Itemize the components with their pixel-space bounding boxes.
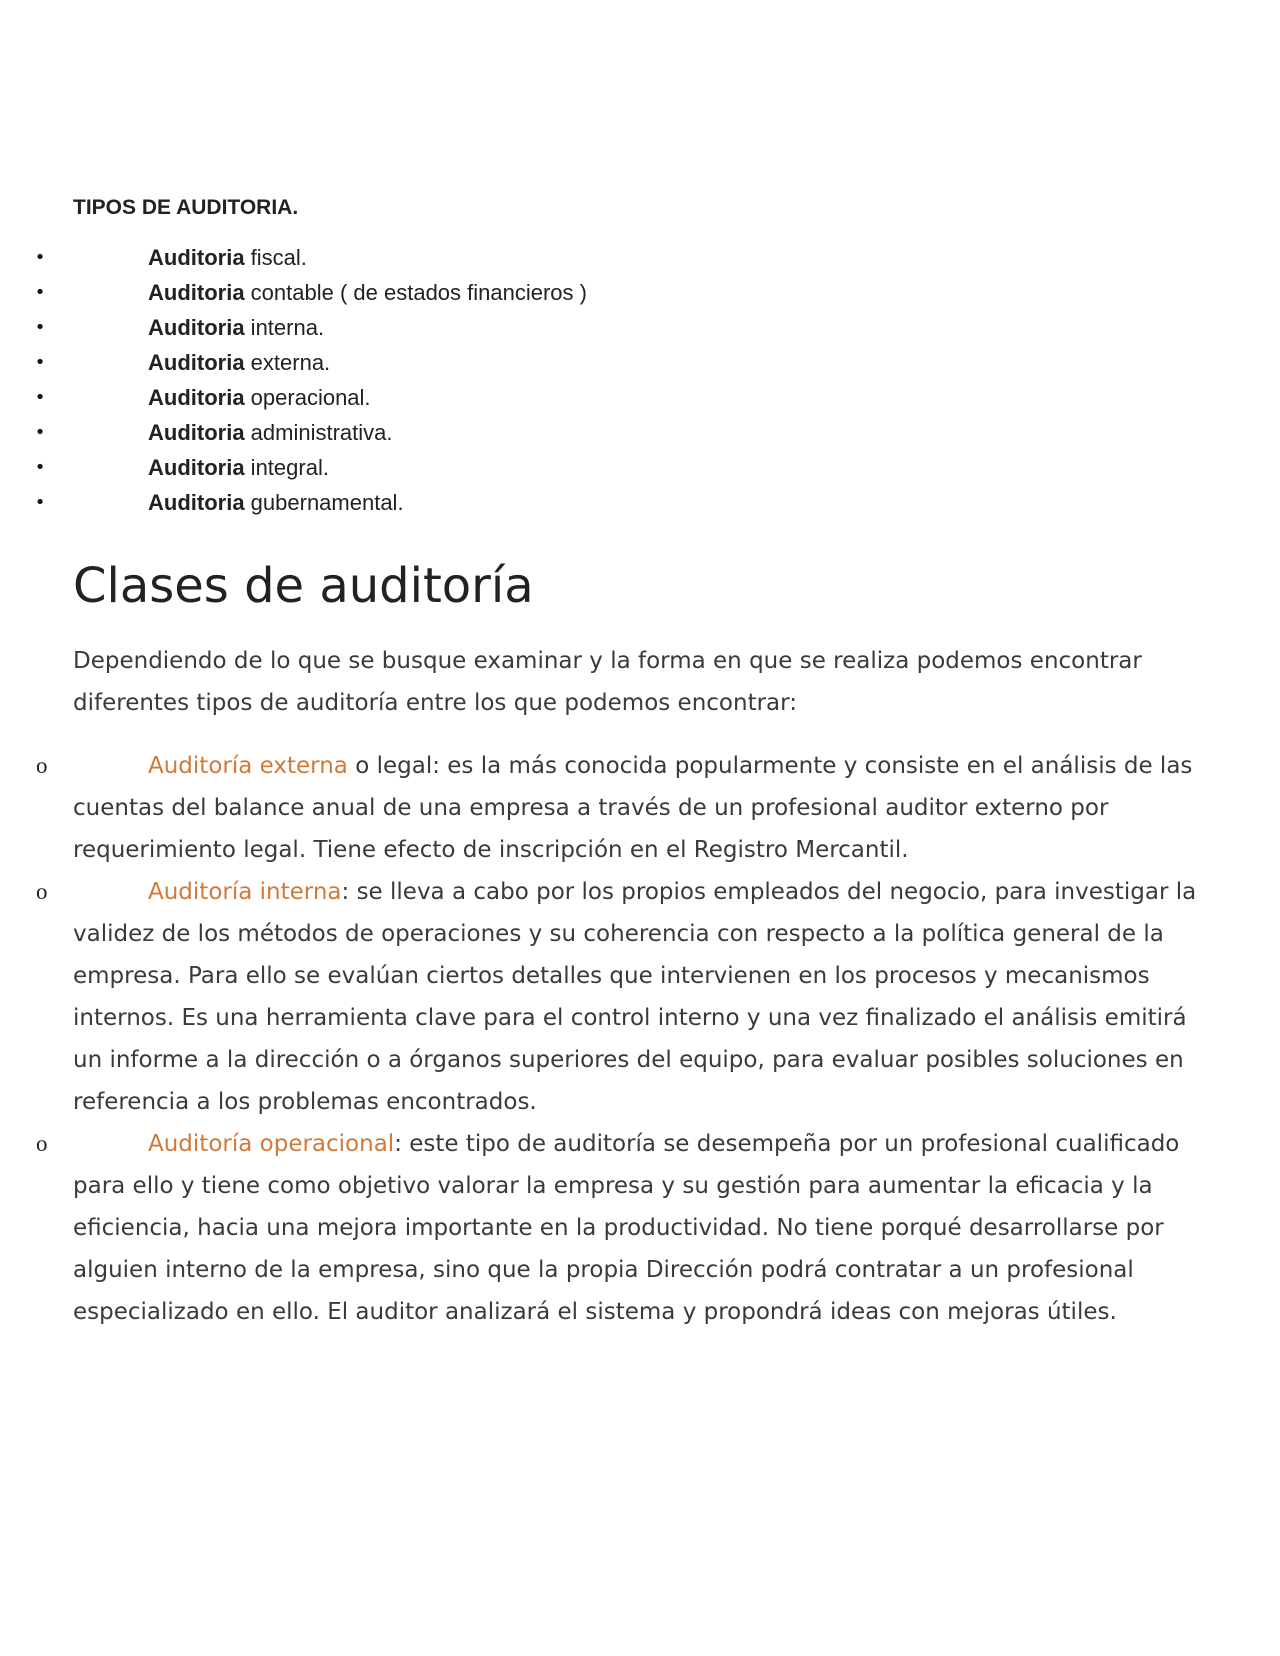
list-item [0,240,1000,275]
circle-bullet-icon: o [36,753,48,778]
list-item-bold: Auditoria [148,420,245,445]
list-item [0,275,1000,310]
section-title: TIPOS DE AUDITORIA. [73,196,299,219]
bullet-icon: • [34,492,46,513]
class-item-externa [0,745,1203,871]
list-item-rest: integral. [244,455,329,480]
list-item-text [148,450,329,485]
audit-types-list [0,240,1000,520]
class-item-text: o legal: es la más conocida popularmente y consiste en el análisis de las cuentas del balance anual de una empresa a través de un profesional auditor externo por requerimiento legal. Tiene efecto de inscripción en el Registro Mercantil. [73,753,1193,863]
class-item-interna [0,871,1203,1123]
list-item-text [148,380,371,415]
list-item-bold: Auditoria [148,350,245,375]
bullet-icon: • [34,387,46,408]
bullet-icon: • [34,352,46,373]
list-item [0,380,1000,415]
bullet-icon: • [34,317,46,338]
list-item-rest: administrativa. [244,420,393,445]
list-item-rest: interna. [244,315,325,340]
bullet-icon: • [34,247,46,268]
auditoria-operacional-link[interactable]: Auditoría operacional [148,1131,395,1157]
auditoria-interna-link[interactable]: Auditoría interna [148,879,342,905]
list-item-bold: Auditoria [148,385,245,410]
list-item [0,345,1000,380]
list-item [0,310,1000,345]
list-item-bold: Auditoria [148,490,245,515]
class-item-text: : este tipo de auditoría se desempeña por un profesional cualificado para ello y tiene como objetivo valorar la empresa y su gestión para aumentar la eficacia y la eficiencia, hacia una mejora importante en la productividad. No tiene porqué desarrollarse por alguien interno de la empresa, sino que la propia Dirección podrá contratar a un profesional especializado en ello. El auditor analizará el sistema y propondrá ideas con mejoras útiles. [73,1131,1180,1325]
list-item-rest: contable ( de estados financieros ) [244,280,587,305]
list-item [0,450,1000,485]
intro-paragraph: Dependiendo de lo que se busque examinar y la forma en que se realiza podemos encontrar diferentes tipos de auditoría entre los que podemos encontrar: [73,648,1142,716]
circle-bullet-icon: o [36,1131,48,1156]
list-item-rest: externa. [244,350,331,375]
page-heading: Clases de auditoría [73,558,534,614]
bullet-icon: • [34,457,46,478]
list-item-text [148,275,587,310]
list-item-text [148,485,404,520]
list-item-rest: fiscal. [244,245,307,270]
circle-bullet-icon: o [36,879,48,904]
bullet-icon: • [34,422,46,443]
list-item-bold: Auditoria [148,315,245,340]
bullet-icon: • [34,282,46,303]
list-item [0,415,1000,450]
class-item-text: : se lleva a cabo por los propios empleados del negocio, para investigar la validez de los métodos de operaciones y su coherencia con respecto a la política general de la empresa. Para ello se evalúan ciertos detalles que intervienen en los procesos y mecanismos internos. Es una herramienta clave para el control interno y una vez finalizado el análisis emitirá un informe a la dirección o a órganos superiores del equipo, para evaluar posibles soluciones en referencia a los problemas encontrados. [73,879,1197,1115]
list-item-rest: operacional. [244,385,371,410]
class-item-operacional [0,1123,1203,1333]
list-item-text [148,415,393,450]
list-item-bold: Auditoria [148,280,245,305]
list-item-text [148,310,324,345]
list-item-bold: Auditoria [148,455,245,480]
list-item-bold: Auditoria [148,245,245,270]
audit-classes-list [0,745,1280,1333]
list-item-text [148,240,307,275]
list-item-text [148,345,330,380]
auditoria-externa-link[interactable]: Auditoría externa [148,753,348,779]
list-item-rest: gubernamental. [244,490,404,515]
list-item [0,485,1000,520]
